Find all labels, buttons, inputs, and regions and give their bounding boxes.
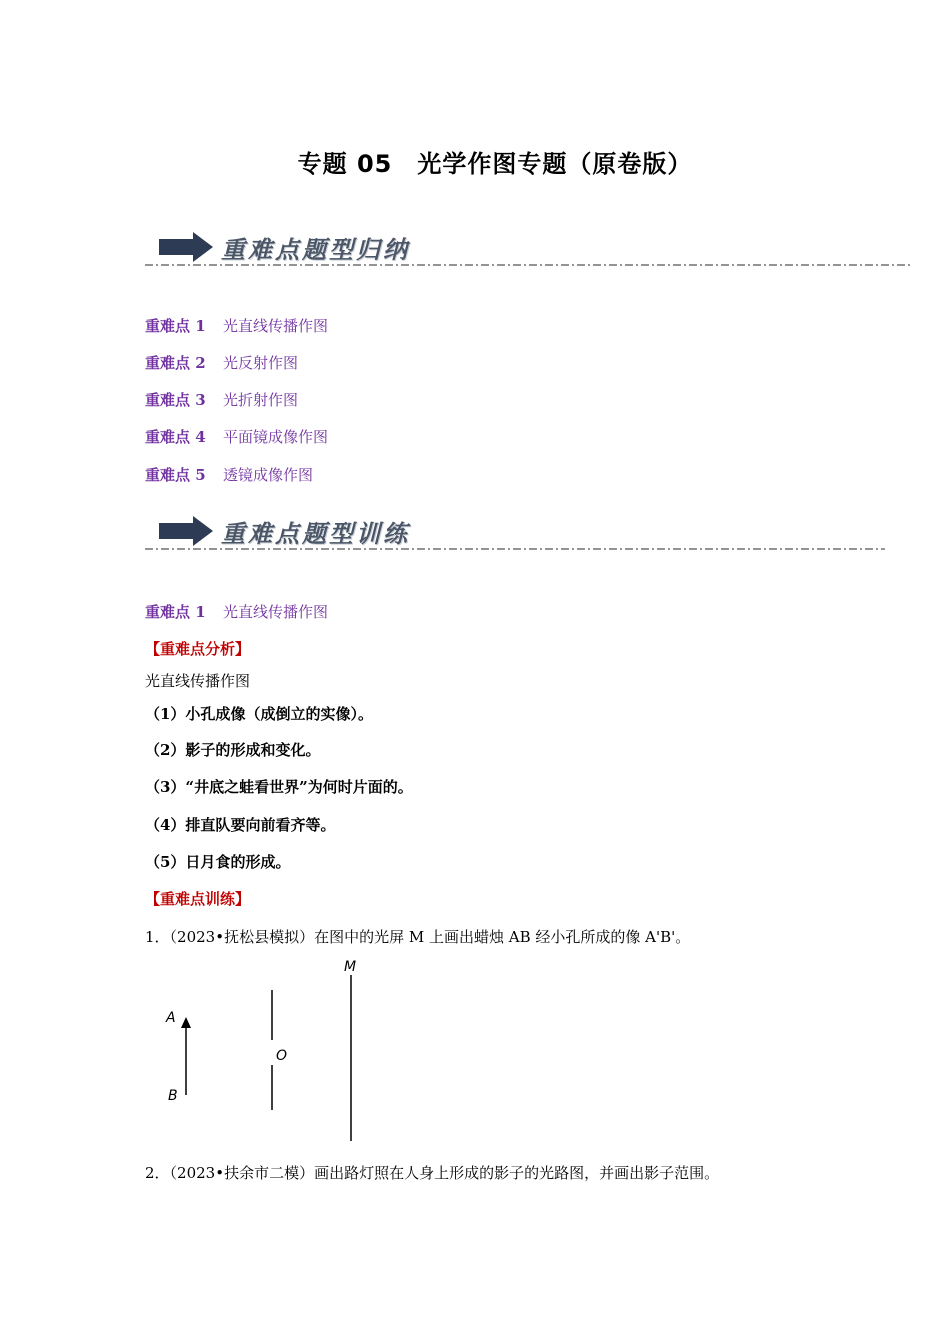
candle-arrow-head	[181, 1017, 191, 1028]
banner-summary	[145, 226, 910, 274]
label-a: A	[166, 1010, 176, 1026]
analysis-point: （3）“井底之蛙看世界”为何时片面的。	[145, 778, 413, 796]
analysis-point: （5）日月食的形成。	[145, 853, 291, 871]
analysis-point: （4）排直队要向前看齐等。	[145, 816, 336, 834]
analysis-point: （1）小孔成像（成倒立的实像）。	[145, 705, 373, 723]
section-heading: 重难点 1 光直线传播作图	[145, 603, 329, 621]
banner-training	[145, 510, 885, 558]
arrow-icon	[159, 516, 215, 546]
divider	[145, 264, 910, 266]
pinhole-figure	[160, 955, 380, 1145]
arrow-icon	[159, 232, 215, 262]
label-o: O	[276, 1048, 288, 1064]
divider	[145, 548, 885, 550]
banner-summary-text: 重难点题型归纳	[221, 236, 410, 264]
analysis-point: （2）影子的形成和变化。	[145, 741, 321, 759]
analysis-heading: 【重难点分析】	[145, 640, 251, 658]
page-title: 专题 05 光学作图专题（原卷版）	[297, 150, 693, 178]
training-heading: 【重难点训练】	[145, 890, 251, 908]
banner-training-text: 重难点题型训练	[221, 520, 410, 548]
toc-item[interactable]: 重难点 1 光直线传播作图	[145, 317, 329, 335]
toc-item[interactable]: 重难点 5 透镜成像作图	[145, 466, 314, 484]
toc-item[interactable]: 重难点 3 光折射作图	[145, 391, 299, 409]
label-b: B	[168, 1088, 178, 1104]
analysis-title: 光直线传播作图	[145, 672, 251, 690]
question-1: 1．（2023•抚松县模拟）在图中的光屏 M 上画出蜡烛 AB 经小孔所成的像 A'B'。	[145, 928, 691, 946]
question-2: 2．（2023•扶余市二模）画出路灯照在人身上形成的影子的光路图，并画出影子范围。	[145, 1164, 720, 1182]
toc-item[interactable]: 重难点 2 光反射作图	[145, 354, 299, 372]
toc-item[interactable]: 重难点 4 平面镜成像作图	[145, 428, 329, 446]
label-m: M	[344, 959, 357, 975]
